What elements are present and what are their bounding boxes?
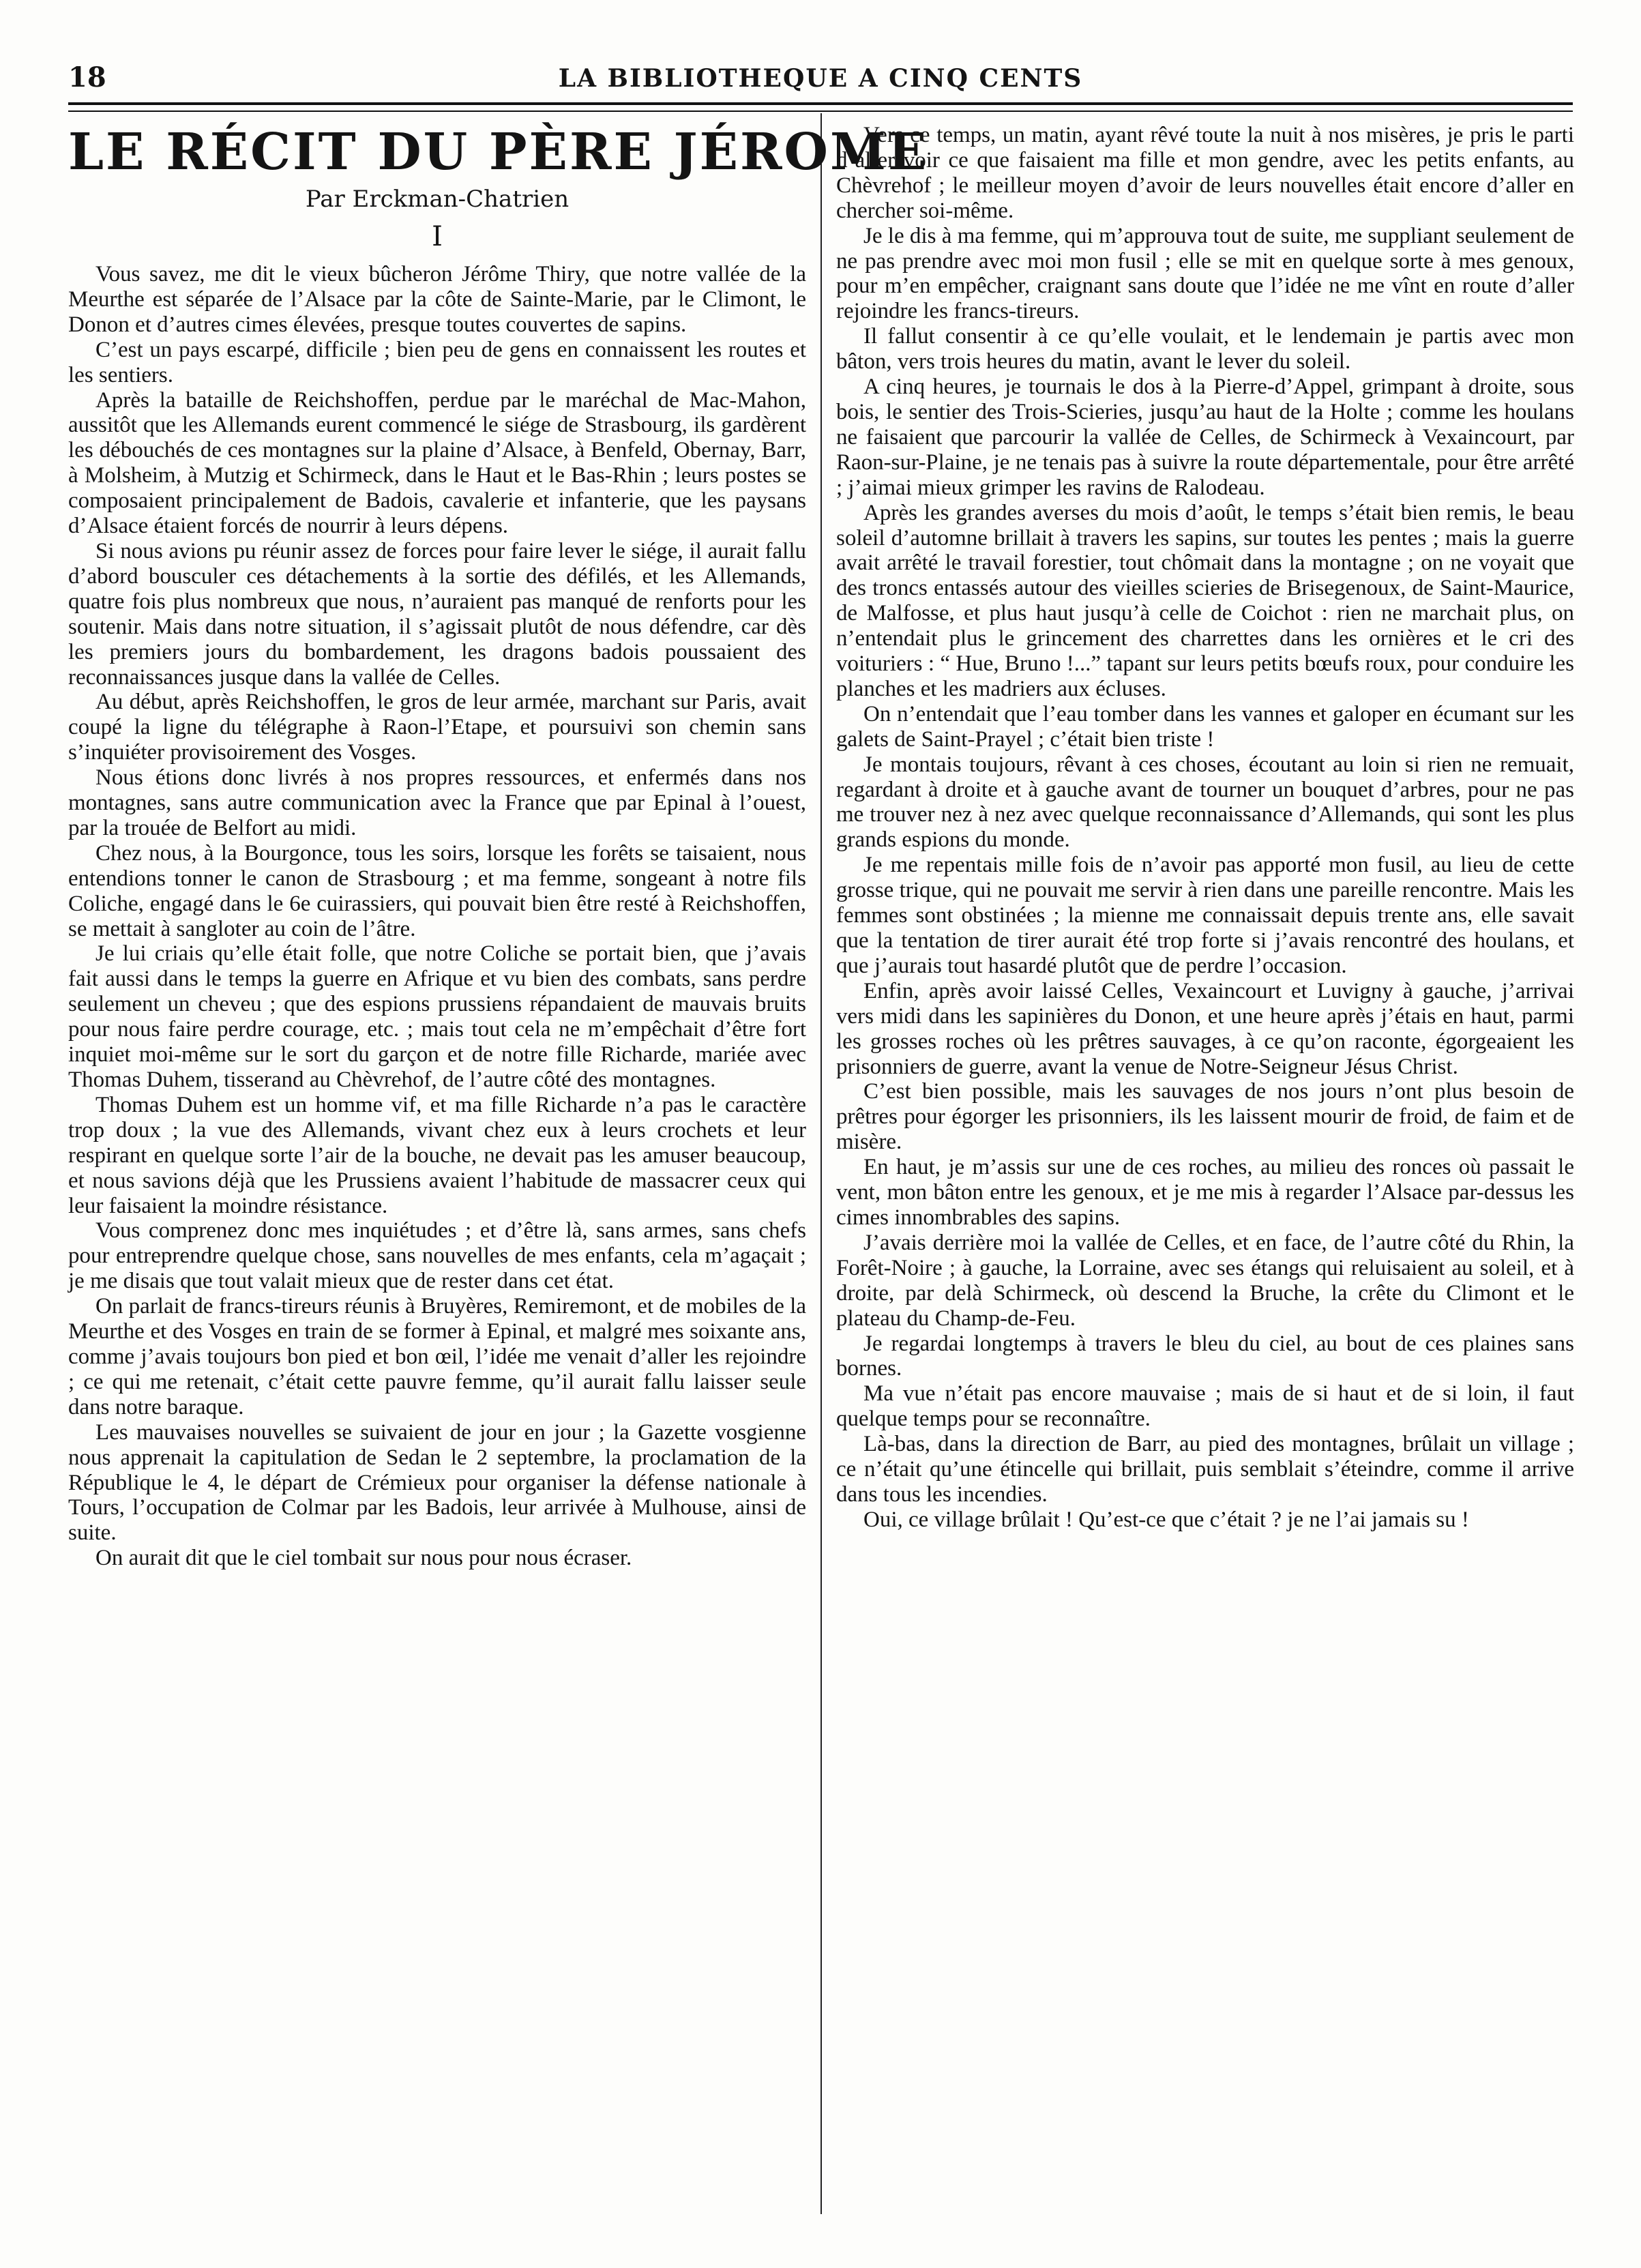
paragraph: Oui, ce village brûlait ! Qu’est-ce que c’était ? je ne l’ai jamais su !	[863, 1507, 1469, 1532]
left-column-body	[68, 262, 806, 1571]
paragraph: Enfin, après avoir laissé Celles, Vexaincourt et Luvigny à gauche, j’arrivai vers midi dans les sapinières du Donon, et une heure après j’étais en haut, parmi les grosses roches où les prêtres sauvages, à ce qu’on raconte, égorgeaient les prisonniers de guerre, avant la venue de Notre-Seigneur Jésus Christ.	[836, 978, 1574, 1079]
paragraph: En haut, je m’assis sur une de ces roches, au milieu des ronces où passait le vent, mon bâton entre les genoux, et je me mis à regarder l’Alsace par-dessus les cimes innombrables des sapins.	[836, 1155, 1574, 1230]
article-title: LE RÉCIT DU PÈRE JÉROME	[68, 123, 929, 181]
paragraph: On parlait de francs-tireurs réunis à Bruyères, Remiremont, et de mobiles de la Meurthe et des Vosges en train de se former à Epinal, et malgré mes soixante ans, comme j’avais toujours bon pied et bon œil, l’idée me venait d’aller les rejoindre ; ce qui me retenait, c’était cette pauvre femme, qu’il aurait fallu laisser seule dans notre baraque.	[68, 1294, 806, 1419]
paragraph: Je me repentais mille fois de n’avoir pas apporté mon fusil, au lieu de cette grosse trique, qui ne pouvait me servir à rien dans une pareille rencontre. Mais les femmes sont obstinées ; la mienne me connaissait depuis trente ans, elle savait que la tentation de tirer aurait été trop forte si j’avais rencontré des houlans, et que j’aurais tout hasardé plutôt que de perdre l’occasion.	[836, 853, 1574, 978]
paragraph: Là-bas, dans la direction de Barr, au pied des montagnes, brûlait un village ; ce n’était qu’une étincelle qui brillait, puis semblait s’éteindre, comme il arrive dans tous les incendies.	[836, 1432, 1574, 1507]
paragraph: Vers ce temps, un matin, ayant rêvé toute la nuit à nos misères, je pris le parti d’aller voir ce que faisaient ma fille et mon gendre, avec les petits enfants, au Chèvrehof ; le meilleur moyen d’avoir de leurs nouvelles était encore d’aller en chercher soi-même.	[836, 123, 1574, 223]
paragraph: Nous étions donc livrés à nos propres ressources, et enfermés dans nos montagnes, sans autre communication avec la France que par Epinal à l’ouest, par la trouée de Belfort au midi.	[68, 765, 806, 840]
paragraph: On n’entendait que l’eau tomber dans les vannes et galoper en écumant sur les galets de Saint-Prayel ; c’était bien triste !	[836, 701, 1574, 752]
paragraph: On aurait dit que le ciel tombait sur nous pour nous écraser.	[95, 1546, 632, 1571]
paragraph: Je regardai longtemps à travers le bleu du ciel, au bout de ces plaines sans bornes.	[836, 1331, 1574, 1381]
paragraph: Je lui criais qu’elle était folle, que notre Coliche se portait bien, que j’avais fait aussi dans le temps la guerre en Afrique et vu bien des combats, sans perdre seulement un cheveu ; que des espions prussiens répandaient de mauvais bruits pour nous faire perdre courage, etc. ; mais tout cela ne m’empêchait d’être fort inquiet moi-même sur le sort du garçon et de notre fille Richarde, mariée avec Thomas Duhem, tisserand au Chèvrehof, de l’autre côté des montagnes.	[68, 941, 806, 1092]
paragraph: Après la bataille de Reichshoffen, perdue par le maréchal de Mac-Mahon, aussitôt que les Allemands eurent commencé le siége de Strasbourg, ils gardèrent les débouchés de ces montagnes sur la plaine d’Alsace, à Benfeld, Obernay, Barr, à Molsheim, à Mutzig et Schirmeck, dans le Haut et le Bas-Rhin ; leurs postes se composaient principalement de Badois, cavalerie et infanterie, que les paysans d’Alsace étaient forcés de nourrir à leurs dépens.	[68, 387, 806, 539]
running-head	[68, 49, 1573, 93]
page-number: 18	[68, 61, 106, 93]
paragraph: Si nous avions pu réunir assez de forces pour faire lever le siége, il aurait fallu d’abord bousculer ces détachements à la sortie des défilés, et les Allemands, quatre fois plus nombreux que nous, n’auraient pas manqué de renforts pour les soutenir. Mais dans notre situation, il s’agissait plutôt de nous défendre, car dès les premiers jours du bombardement, les dragons badois poussaient des reconnaissances jusque dans la vallée de Celles.	[68, 538, 806, 690]
column-divider	[820, 113, 822, 2214]
paragraph: Après les grandes averses du mois d’août, le temps s’était bien remis, le beau soleil d’automne brillait à travers les sapins, sur toutes les pentes ; mais la guerre avait arrêté le travail forestier, tout chômait dans la montagne ; on ne voyait que des troncs entassés autour des vieilles scieries de Brisegenoux, de Saint-Maurice, de Malfosse, et plus haut jusqu’à celle de Coichot : rien ne marchait plus, on n’entendait plus le grincement des charrettes dans les ornières et le cri des voituriers : “ Hue, Bruno !...” tapant sur leurs petits bœufs roux, pour conduire les planches et les madriers aux écluses.	[836, 500, 1574, 701]
paragraph: Je montais toujours, rêvant à ces choses, écoutant au loin si rien ne remuait, regardant à droite et à gauche avant de tourner un bouquet d’arbres, pour ne pas me trouver nez à nez avec quelque reconnaissance d’Allemands, qui sont les plus grands espions du monde.	[836, 752, 1574, 853]
paragraph: Les mauvaises nouvelles se suivaient de jour en jour ; la Gazette vosgienne nous apprenait la capitulation de Sedan le 2 septembre, la proclamation de la République le 4, le départ de Crémieux pour organiser la défense nationale à Tours, l’occupation de Colmar par les Badois, leur arrivée à Mulhouse, ainsi de suite.	[68, 1419, 806, 1546]
right-column-body	[836, 123, 1574, 1533]
header-rule	[68, 102, 1573, 112]
paragraph: Vous savez, me dit le vieux bûcheron Jérôme Thiry, que notre vallée de la Meurthe est séparée de l’Alsace par la côte de Sainte-Marie, par le Climont, le Donon et d’autres cimes élevées, presque toutes couvertes de sapins.	[68, 262, 806, 337]
paragraph: Vous comprenez donc mes inquiétudes ; et d’être là, sans armes, sans chefs pour entreprendre quelque chose, sans nouvelles de mes enfants, cela m’agaçait ; je me disais que tout valait mieux que de rester dans cet état.	[68, 1218, 806, 1294]
paragraph: C’est bien possible, mais les sauvages de nos jours n’ont plus besoin de prêtres pour égorger les prisonniers, ils les laissent mourir de froid, de faim et de misère.	[836, 1079, 1574, 1155]
journal-title: LA BIBLIOTHEQUE A CINQ CENTS	[558, 64, 1083, 93]
paragraph: C’est un pays escarpé, difficile ; bien peu de gens en connaissent les routes et les sentiers.	[68, 337, 806, 387]
paragraph: Ma vue n’était pas encore mauvaise ; mais de si haut et de si loin, il faut quelque temps pour se reconnaître.	[836, 1381, 1574, 1432]
left-column	[68, 123, 929, 1571]
paragraph: J’avais derrière moi la vallée de Celles, et en face, de l’autre côté du Rhin, la Forêt-Noire ; à gauche, la Lorraine, avec ses étangs qui reluisaient au soleil, et à droite, par delà Schirmeck, où descend la Bruche, la crête du Climont et le plateau du Champ-de-Feu.	[836, 1230, 1574, 1331]
section-number: I	[432, 221, 443, 252]
paragraph: A cinq heures, je tournais le dos à la Pierre-d’Appel, grimpant à droite, sous bois, le sentier des Trois-Scieries, jusqu’au haut de la Holte ; comme les houlans ne faisaient que parcourir la vallée de Celles, de Schirmeck à Vexaincourt, par Raon-sur-Plaine, je ne tenais pas à suivre la route départementale, pour être arrêté ; j’aimai mieux grimper les ravins de Ralodeau.	[836, 374, 1574, 500]
paragraph: Chez nous, à la Bourgonce, tous les soirs, lorsque les forêts se taisaient, nous entendions tonner le canon de Strasbourg ; et ma femme, songeant à notre fils Coliche, engagé dans le 6e cuirassiers, qui pouvait bien être resté à Reichshoffen, se mettait à sangloter au coin de l’âtre.	[68, 840, 806, 941]
byline: Par Erckman-Chatrien	[305, 186, 570, 213]
paragraph: Il fallut consentir à ce qu’elle voulait, et le lendemain je partis avec mon bâton, vers trois heures du matin, avant le lever du soleil.	[836, 324, 1574, 374]
right-column	[836, 123, 1574, 1533]
paragraph: Au début, après Reichshoffen, le gros de leur armée, marchant sur Paris, avait coupé la ligne du télégraphe à Raon-l’Etape, et poursuivi son chemin sans s’inquiéter provisoirement des Vosges.	[68, 690, 806, 765]
paragraph: Je le dis à ma femme, qui m’approuva tout de suite, me suppliant seulement de ne pas prendre avec moi mon fusil ; elle se mit en quelque sorte à mes genoux, pour m’en empêcher, craignant sans doute que l’idée ne me vînt en route d’aller rejoindre les francs-tireurs.	[836, 223, 1574, 324]
paragraph: Thomas Duhem est un homme vif, et ma fille Richarde n’a pas le caractère trop doux ; la vue des Allemands, vivant chez eux à leurs crochets et leur respirant en quelque sorte l’air de la bouche, ne devait pas les amuser beaucoup, et nous savions déjà que les Prussiens avaient l’habitude de massacrer ceux qui leur faisaient la moindre résistance.	[68, 1092, 806, 1218]
